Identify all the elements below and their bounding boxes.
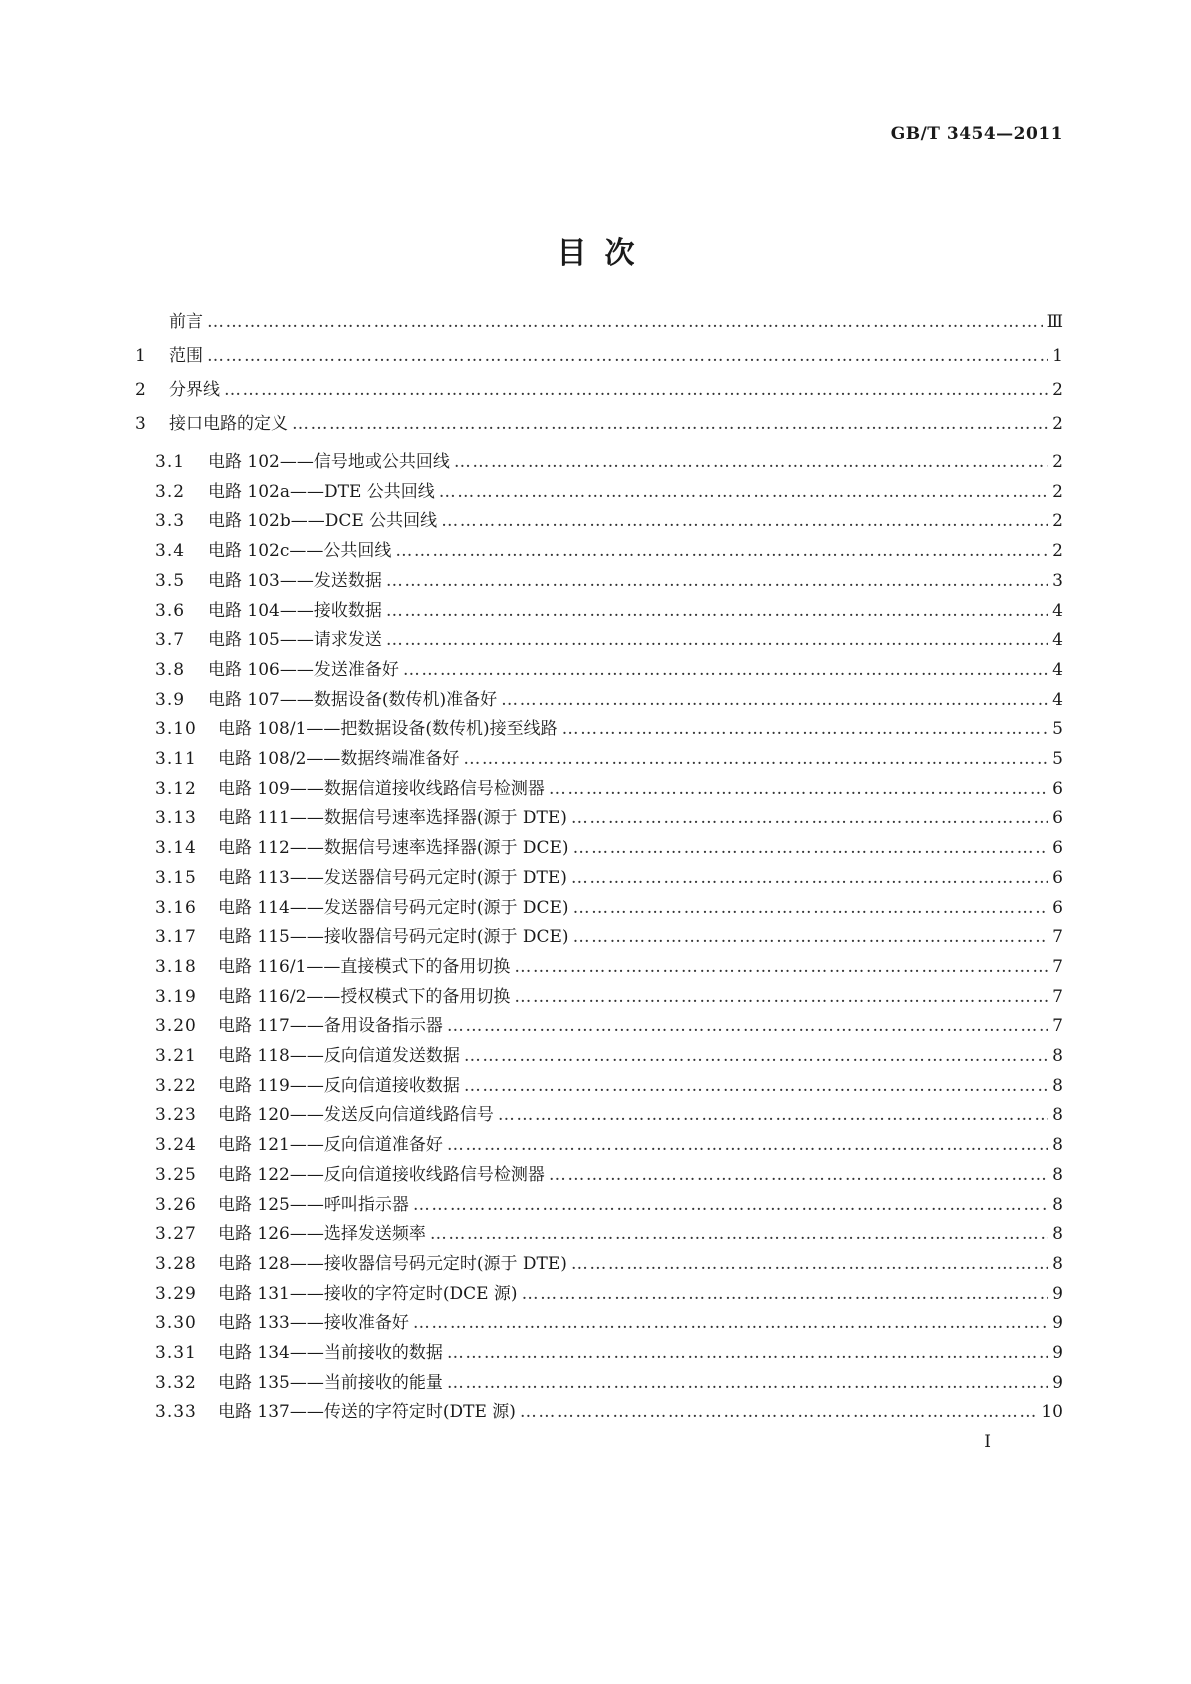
toc-entry-page: 6 (1052, 808, 1063, 829)
toc-entry-page: 2 (1052, 541, 1063, 562)
toc-entry[interactable] (155, 925, 1063, 949)
toc-entry-number: 3.20 (155, 1016, 197, 1037)
toc-leader-dots (395, 539, 1048, 563)
toc-entry-label: 电路 126——选择发送频率 (218, 1224, 426, 1245)
toc-leader-dots (413, 1311, 1048, 1335)
toc-entry[interactable] (155, 1103, 1063, 1127)
toc-entry-page: 4 (1052, 689, 1063, 710)
toc-entry[interactable] (155, 1282, 1063, 1306)
toc-leader-dots (498, 1103, 1048, 1127)
toc-leader-dots (514, 985, 1048, 1009)
toc-entry-number: 3.19 (155, 986, 197, 1007)
toc-entry-number: 3.25 (155, 1164, 197, 1185)
toc-entry-page: 1 (1052, 346, 1063, 366)
toc-entry-number: 3.14 (155, 838, 197, 859)
toc-entry-label: 电路 137——传送的字符定时(DTE 源) (218, 1402, 516, 1423)
toc-entry-number: 3.29 (155, 1283, 197, 1304)
toc-leader-dots (549, 1163, 1048, 1187)
toc-entry-number: 3.13 (155, 808, 197, 829)
toc-entry[interactable] (155, 1371, 1063, 1395)
toc-entry-page: 4 (1052, 630, 1063, 651)
toc-entry-page: 3 (1052, 570, 1063, 591)
toc-entry-number: 2 (135, 380, 146, 400)
toc-entry-number: 3.15 (155, 867, 197, 888)
toc-entry[interactable] (155, 1400, 1063, 1424)
title-char-2: 次 (604, 236, 635, 271)
toc-entry[interactable] (155, 866, 1063, 890)
toc-entry-number: 3.24 (155, 1135, 197, 1156)
toc-entry-page: 7 (1052, 927, 1063, 948)
toc-entry[interactable] (155, 480, 1063, 504)
toc-entry-label: 电路 116/2——授权模式下的备用切换 (218, 986, 511, 1007)
toc-entry-page: 5 (1052, 719, 1063, 740)
toc-entry-label: 分界线 (169, 380, 220, 400)
toc-entry-label: 电路 112——数据信号速率选择器(源于 DCE) (218, 838, 569, 859)
toc-entry-label: 电路 128——接收器信号码元定时(源于 DTE) (218, 1253, 567, 1274)
toc-entry-label: 电路 102a——DTE 公共回线 (208, 481, 435, 502)
toc-entry-number: 3.6 (155, 600, 186, 621)
toc-entry-label: 范围 (169, 346, 203, 366)
toc-entry-label: 电路 114——发送器信号码元定时(源于 DCE) (218, 897, 569, 918)
toc-entry-number: 3.28 (155, 1253, 197, 1274)
toc-leader-dots (292, 412, 1048, 436)
toc-entry-label: 电路 131——接收的字符定时(DCE 源) (218, 1283, 518, 1304)
toc-leader-dots (562, 717, 1049, 741)
toc-entry-page: 8 (1052, 1253, 1063, 1274)
toc-entry-page: 9 (1052, 1313, 1063, 1334)
toc-entry-label: 电路 108/1——把数据设备(数传机)接至线路 (218, 719, 558, 740)
toc-entry-label: 电路 104——接收数据 (208, 600, 382, 621)
toc-entry-page: 6 (1052, 867, 1063, 888)
toc-leader-dots (447, 1371, 1048, 1395)
toc-entry-label: 电路 106——发送准备好 (208, 659, 399, 680)
toc-entry-page: 2 (1052, 414, 1063, 434)
toc-entry-number: 3.12 (155, 778, 197, 799)
toc-entry[interactable] (155, 539, 1063, 563)
toc-entry[interactable] (135, 412, 1063, 436)
toc-entry-number: 3.22 (155, 1075, 197, 1096)
toc-entry[interactable] (155, 688, 1063, 712)
toc-entry-label: 电路 109——数据信道接收线路信号检测器 (218, 778, 545, 799)
title-char-1: 目 (556, 236, 587, 271)
toc-entry-label: 电路 133——接收准备好 (218, 1313, 409, 1334)
toc-entry-label: 电路 105——请求发送 (208, 630, 382, 651)
toc-entry-label: 电路 108/2——数据终端准备好 (218, 749, 460, 769)
toc-leader-dots (386, 599, 1048, 623)
toc-entry-number: 3.2 (155, 481, 186, 502)
toc-leader-dots (571, 866, 1048, 890)
toc-entry-page: 10 (1041, 1402, 1063, 1423)
toc-leader-dots (573, 836, 1049, 860)
toc-entry-number: 3 (135, 414, 146, 434)
toc-entry-number: 3.18 (155, 956, 197, 977)
toc-entry[interactable] (155, 747, 1063, 771)
toc-entry-number: 3.4 (155, 541, 186, 562)
toc-entry-number: 3.17 (155, 927, 197, 948)
toc-entry-label: 电路 102c——公共回线 (208, 541, 392, 562)
toc-entry[interactable] (155, 1341, 1063, 1365)
toc-entry-page: 8 (1052, 1194, 1063, 1215)
toc-entry-page: 5 (1052, 749, 1063, 769)
toc-leader-dots (522, 1282, 1049, 1306)
toc-entry-label: 电路 102b——DCE 公共回线 (208, 511, 438, 532)
toc-leader-dots (501, 688, 1048, 712)
toc-entry-label: 电路 134——当前接收的数据 (218, 1343, 443, 1363)
toc-entry[interactable] (135, 378, 1063, 402)
toc-entry[interactable] (155, 1193, 1063, 1217)
toc-entry-page: 2 (1052, 380, 1063, 400)
toc-entry-page: 8 (1052, 1046, 1063, 1066)
toc-entry-label: 电路 107——数据设备(数传机)准备好 (208, 689, 498, 710)
toc-entry[interactable] (135, 344, 1063, 368)
toc-leader-dots (386, 628, 1048, 652)
toc-leader-dots (464, 1074, 1048, 1098)
toc-entry-page: Ⅲ (1046, 312, 1063, 332)
toc-entry-number: 3.33 (155, 1402, 197, 1423)
toc-entry-label: 电路 102——信号地或公共回线 (208, 452, 450, 472)
toc-entry-number: 3.30 (155, 1313, 197, 1334)
toc-entry-number: 3.21 (155, 1046, 197, 1066)
standard-code: GB/T 3454—2011 (890, 124, 1063, 144)
toc-entry[interactable] (155, 1044, 1063, 1068)
toc-entry-number: 3.8 (155, 659, 186, 680)
toc-entry-label: 电路 116/1——直接模式下的备用切换 (218, 956, 511, 977)
toc-entry[interactable] (155, 896, 1063, 920)
toc-entry-label: 电路 115——接收器信号码元定时(源于 DCE) (218, 927, 569, 948)
toc-leader-dots (207, 310, 1043, 334)
toc-entry-page: 6 (1052, 778, 1063, 799)
toc-leader-dots (573, 925, 1049, 949)
toc-entry-page: 2 (1052, 452, 1063, 472)
toc-entry[interactable] (155, 717, 1063, 741)
toc-entry-label: 电路 122——反向信道接收线路信号检测器 (218, 1164, 545, 1185)
toc-entry-label: 前言 (169, 312, 203, 332)
toc-entry-label: 电路 135——当前接收的能量 (218, 1372, 443, 1393)
toc-entry-page: 7 (1052, 986, 1063, 1007)
toc-entry[interactable] (155, 836, 1063, 860)
toc-entry[interactable] (155, 628, 1063, 652)
toc-entry-page: 6 (1052, 838, 1063, 859)
toc-entry-number: 3.9 (155, 689, 186, 710)
toc-leader-dots (403, 658, 1048, 682)
toc-entry-number: 3.7 (155, 630, 186, 651)
toc-entry-page: 6 (1052, 897, 1063, 918)
toc-entry-page: 8 (1052, 1135, 1063, 1156)
toc-leader-dots (454, 450, 1048, 474)
toc-entry[interactable] (155, 1222, 1063, 1246)
toc-entry-number: 3.23 (155, 1105, 197, 1126)
toc-entry-label: 电路 119——反向信道接收数据 (218, 1075, 460, 1096)
toc-entry-number: 3.5 (155, 570, 186, 591)
toc-entry[interactable] (155, 569, 1063, 593)
toc-entry[interactable] (155, 806, 1063, 830)
toc-leader-dots (464, 1044, 1048, 1068)
toc-leader-dots (463, 747, 1048, 771)
toc-entry-number: 3.32 (155, 1372, 197, 1393)
toc-entry[interactable] (155, 777, 1063, 801)
toc-entry-number: 3.10 (155, 719, 197, 740)
toc-entry-page: 9 (1052, 1372, 1063, 1393)
toc-entry[interactable] (155, 1133, 1063, 1157)
toc-entry-page: 8 (1052, 1224, 1063, 1245)
toc-entry-page: 8 (1052, 1105, 1063, 1126)
toc-entry[interactable] (155, 658, 1063, 682)
toc-entry-number: 3.1 (155, 452, 186, 472)
toc-entry[interactable] (155, 1252, 1063, 1276)
toc-entry-label: 电路 113——发送器信号码元定时(源于 DTE) (218, 867, 567, 888)
toc-leader-dots (573, 896, 1049, 920)
toc-entry[interactable] (155, 509, 1063, 533)
toc-entry-label: 电路 120——发送反向信道线路信号 (218, 1105, 494, 1126)
toc-entry[interactable] (135, 310, 1063, 334)
toc-entry-number: 3.11 (155, 749, 197, 769)
toc-entry-number: 3.27 (155, 1224, 197, 1245)
toc-entry-label: 电路 118——反向信道发送数据 (218, 1046, 460, 1066)
toc-entry-label: 电路 125——呼叫指示器 (218, 1194, 409, 1215)
toc-entry[interactable] (155, 1074, 1063, 1098)
toc-entry-page: 2 (1052, 481, 1063, 502)
toc-entry[interactable] (155, 450, 1063, 474)
toc-entry[interactable] (155, 1311, 1063, 1335)
toc-leader-dots (439, 480, 1048, 504)
toc-entry[interactable] (155, 1163, 1063, 1187)
toc-entry[interactable] (155, 599, 1063, 623)
toc-leader-dots (413, 1193, 1048, 1217)
toc-leader-dots (447, 1014, 1048, 1038)
toc-entry-number: 1 (135, 346, 146, 366)
toc-entry-page: 7 (1052, 956, 1063, 977)
toc-entry-page: 8 (1052, 1075, 1063, 1096)
toc-entry[interactable] (155, 1014, 1063, 1038)
toc-entry-label: 接口电路的定义 (169, 414, 288, 434)
toc-entry[interactable] (155, 985, 1063, 1009)
toc-leader-dots (430, 1222, 1048, 1246)
page-number: I (984, 1432, 991, 1452)
toc-entry-label: 电路 103——发送数据 (208, 570, 382, 591)
toc-entry[interactable] (155, 955, 1063, 979)
toc-entry-number: 3.16 (155, 897, 197, 918)
toc-entry-page: 2 (1052, 511, 1063, 532)
toc-leader-dots (514, 955, 1048, 979)
toc-leader-dots (224, 378, 1048, 402)
toc-entry-page: 9 (1052, 1283, 1063, 1304)
toc-entry-page: 4 (1052, 600, 1063, 621)
toc-leader-dots (549, 777, 1048, 801)
toc-leader-dots (520, 1400, 1037, 1424)
toc-entry-number: 3.31 (155, 1343, 197, 1363)
toc-entry-page: 8 (1052, 1164, 1063, 1185)
toc-entry-page: 4 (1052, 659, 1063, 680)
toc-leader-dots (207, 344, 1048, 368)
toc-entry-label: 电路 117——备用设备指示器 (218, 1016, 443, 1037)
toc-entry-label: 电路 111——数据信号速率选择器(源于 DTE) (218, 808, 567, 829)
toc-leader-dots (386, 569, 1048, 593)
toc-leader-dots (441, 509, 1048, 533)
toc-leader-dots (571, 1252, 1048, 1276)
toc-leader-dots (571, 806, 1048, 830)
toc-entry-page: 9 (1052, 1343, 1063, 1363)
toc-entry-label: 电路 121——反向信道准备好 (218, 1135, 443, 1156)
toc-entry-page: 7 (1052, 1016, 1063, 1037)
toc-entry-number: 3.3 (155, 511, 186, 532)
toc-leader-dots (447, 1133, 1048, 1157)
toc-leader-dots (447, 1341, 1048, 1365)
toc-entry-number: 3.26 (155, 1194, 197, 1215)
